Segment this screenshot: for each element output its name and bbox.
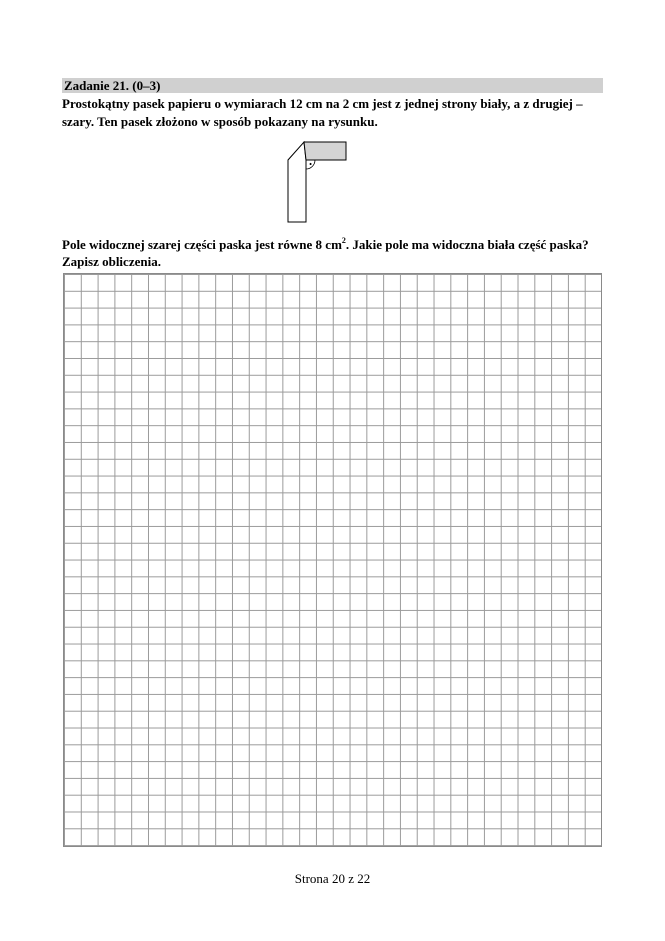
folded-strip-drawing bbox=[284, 140, 350, 224]
answer-grid[interactable] bbox=[63, 273, 602, 847]
folded-strip-figure bbox=[284, 140, 350, 229]
question-text-1: Pole widocznej szarej części paska jest równe 8 cm bbox=[62, 237, 342, 252]
task-title: Zadanie 21. (0–3) bbox=[64, 78, 161, 93]
question-superscript: 2 bbox=[341, 235, 346, 245]
page-footer: Strona 20 z 22 bbox=[294, 871, 371, 886]
question-text-2: . Jakie pole ma widoczna biała część paska? Zapisz obliczenia. bbox=[62, 237, 589, 269]
task-header bbox=[62, 78, 603, 93]
task-intro: Prostokątny pasek papieru o wymiarach 12 cm na 2 cm jest z jednej strony biały, a z drugiej – szary. Ten pasek złożono w sposób pokazany na rysunku. bbox=[62, 96, 583, 129]
right-angle-dot: • bbox=[308, 160, 313, 169]
gray-strip-part bbox=[304, 142, 346, 160]
white-strip-part bbox=[288, 142, 306, 222]
task-question bbox=[62, 236, 607, 270]
